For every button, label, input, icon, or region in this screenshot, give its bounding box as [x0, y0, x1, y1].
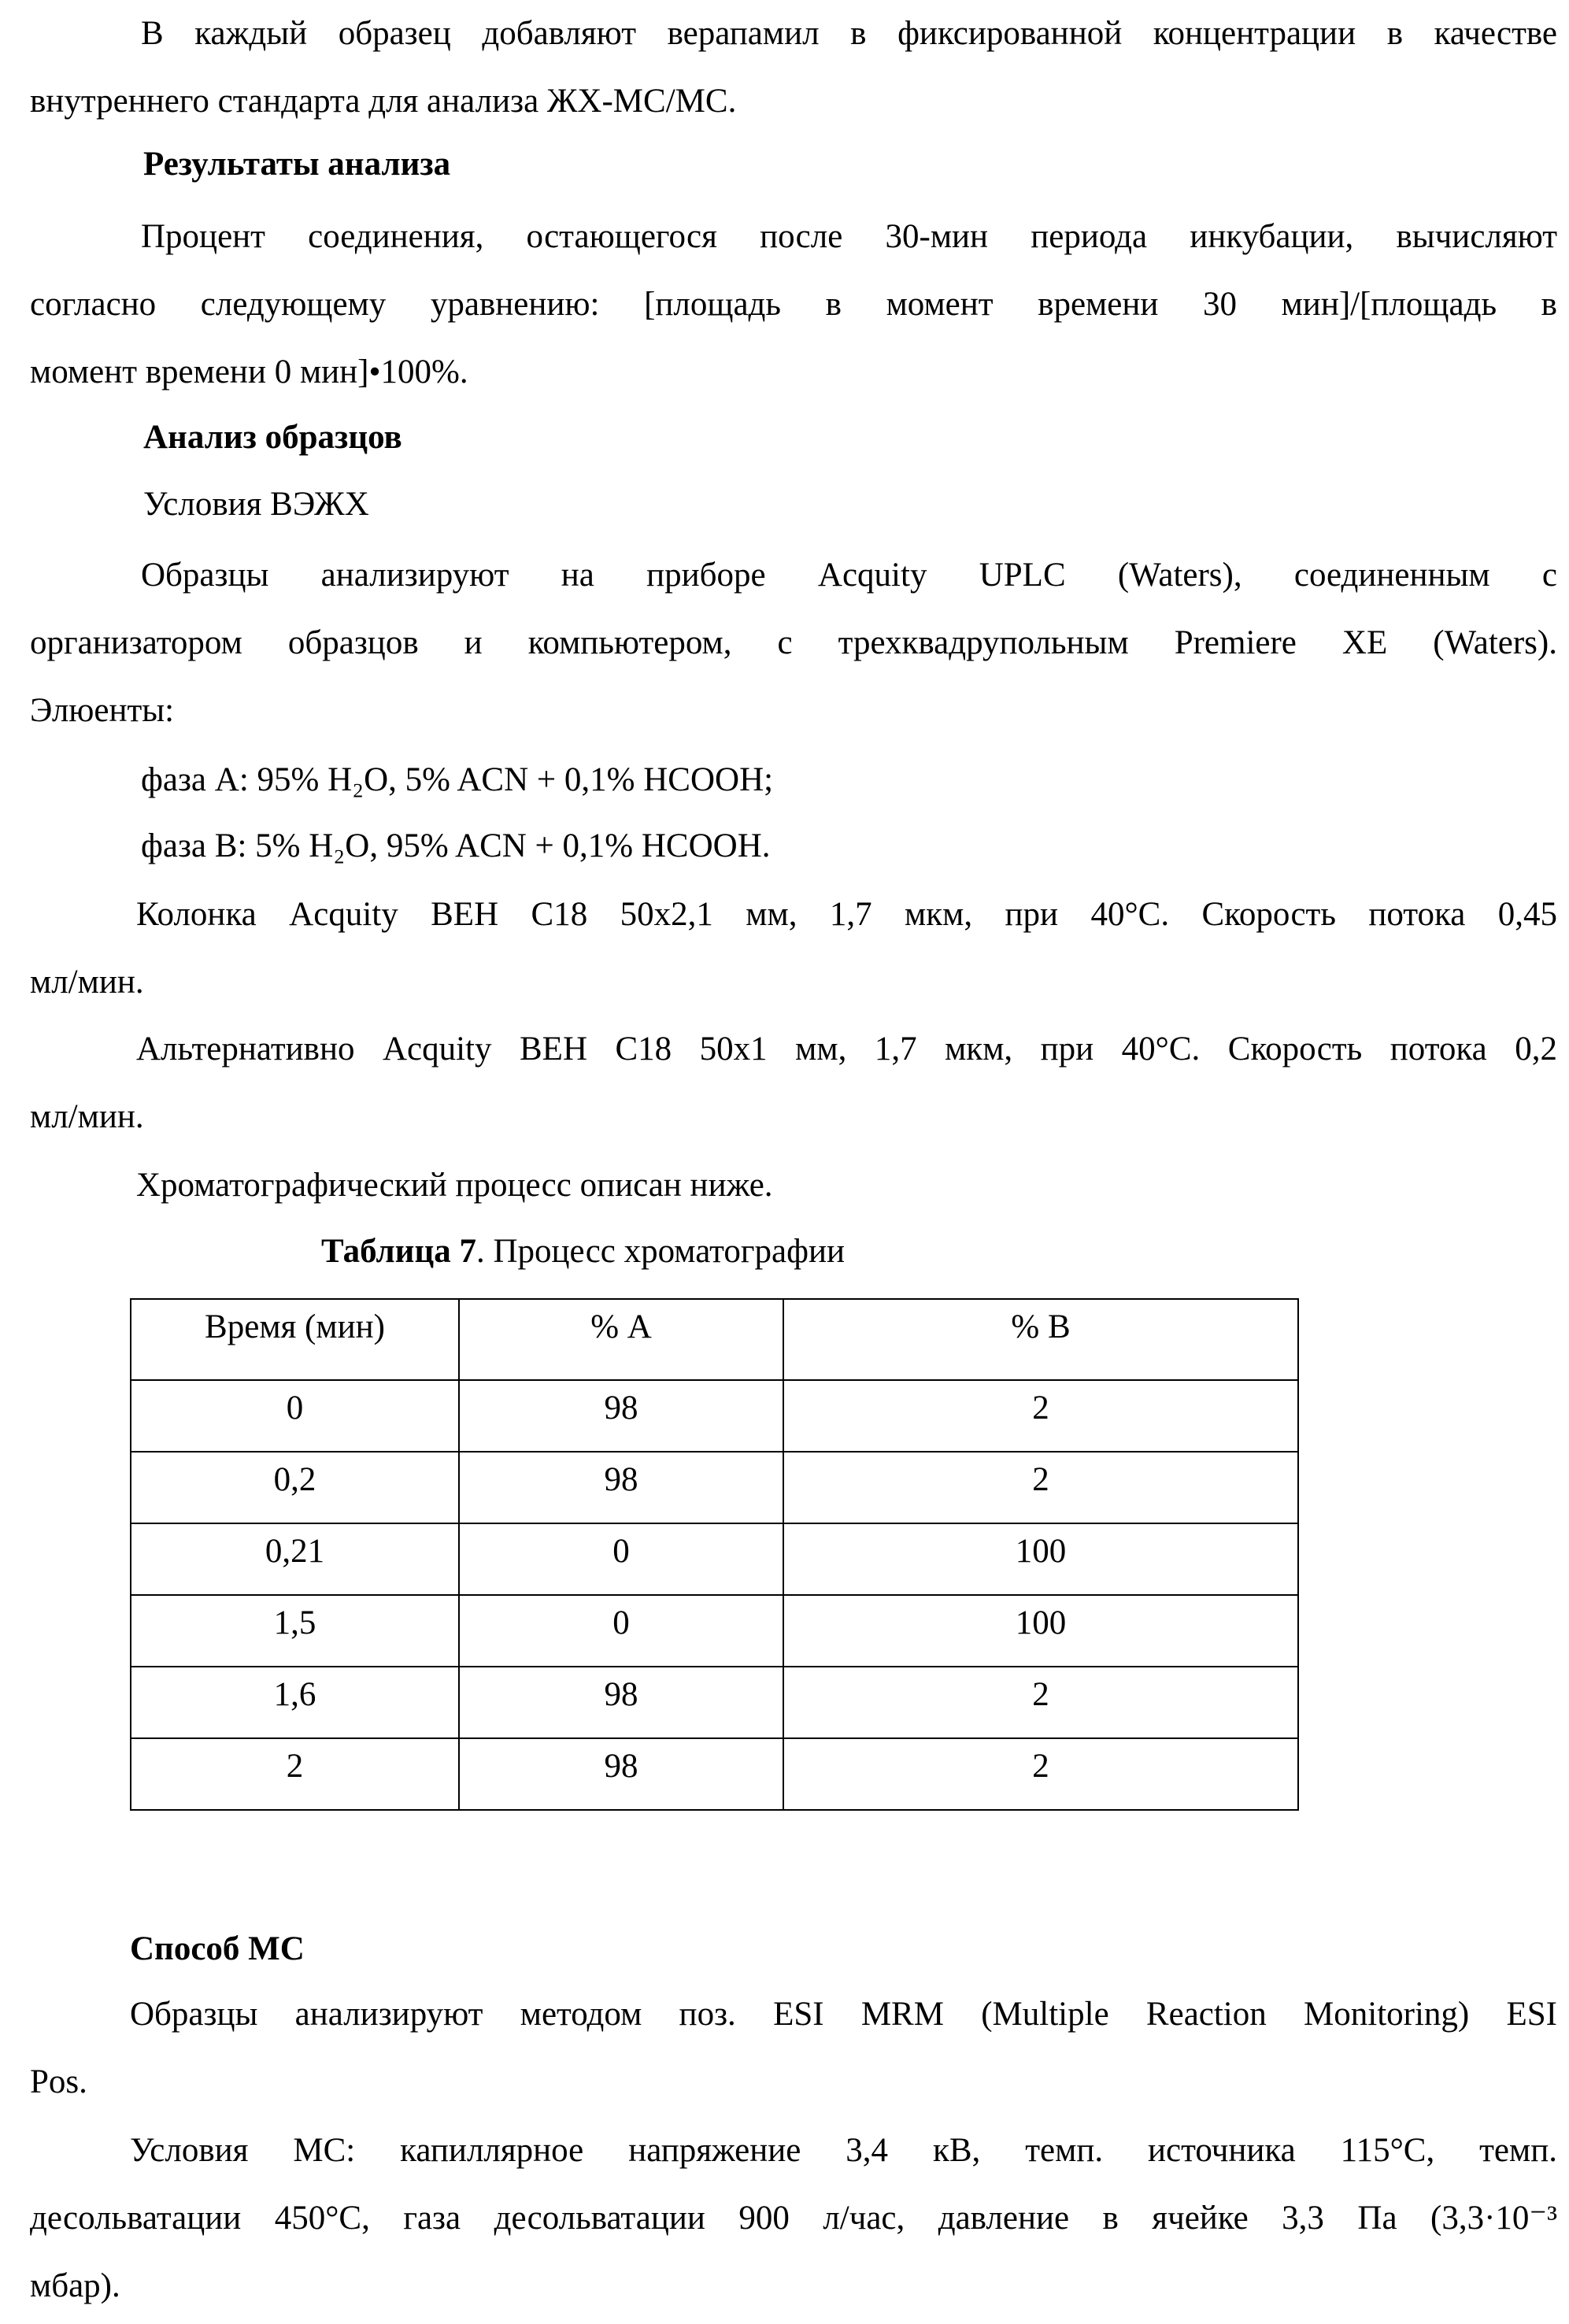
table-header-row: [131, 1299, 1298, 1380]
table-title: . Процесс хроматографии: [476, 1233, 845, 1270]
cell: 0,21: [131, 1523, 459, 1595]
paragraph-internal-standard: [30, 0, 1557, 135]
text-line: Образцы анализируют на приборе Acquity UPLC (Waters), соединенным с: [30, 542, 1557, 609]
header-percent-a: % А: [459, 1299, 783, 1380]
cell: 1,6: [131, 1667, 459, 1738]
paragraph-alternative-column: [30, 1016, 1557, 1151]
cell: 98: [459, 1667, 783, 1738]
text-line: мл/мин.: [30, 949, 1557, 1016]
text-line: Условия МС: капиллярное напряжение 3,4 кВ, темп. источника 115°C, темп.: [30, 2117, 1557, 2185]
chromatography-table: [130, 1298, 1299, 1811]
cell: 100: [783, 1523, 1298, 1595]
text-line: десольватации 450°C, газа десольватации 900 л/час, давление в ячейке 3,3 Па (3,3·10⁻³: [30, 2185, 1557, 2252]
header-time: Время (мин): [131, 1299, 459, 1380]
table-row: [131, 1523, 1298, 1595]
text-line: мл/мин.: [30, 1083, 1557, 1151]
phase-a: [30, 746, 1557, 814]
cell: 1,5: [131, 1595, 459, 1667]
cell: 2: [783, 1667, 1298, 1738]
text-line: Колонка Acquity BEH C18 50x2,1 мм, 1,7 мкм, при 40°C. Скорость потока 0,45: [30, 881, 1557, 949]
paragraph-ms-method: [30, 1981, 1557, 2116]
cell: 2: [783, 1452, 1298, 1523]
table-row: [131, 1595, 1298, 1667]
text-line: момент времени 0 мин]•100%.: [30, 339, 1557, 406]
text-line: Альтернативно Acquity BEH C18 50x1 мм, 1,7 мкм, при 40°C. Скорость потока 0,2: [30, 1016, 1557, 1083]
header-percent-b: % В: [783, 1299, 1298, 1380]
table-row: [131, 1380, 1298, 1452]
text-line: Pos.: [30, 2048, 1557, 2116]
cell: 0: [131, 1380, 459, 1452]
cell: 2: [131, 1738, 459, 1810]
table-number: Таблица 7: [321, 1233, 476, 1270]
heading-sample-analysis: Анализ образцов: [143, 404, 402, 472]
paragraph-process: [30, 1152, 1557, 1219]
cell: 98: [459, 1452, 783, 1523]
text-line: фаза А: 95% H₂O, 5% ACN + 0,1% HCOOH;: [30, 746, 1557, 814]
cell: 100: [783, 1595, 1298, 1667]
text-line: Процент соединения, остающегося после 30-мин периода инкубации, вычисляют: [30, 203, 1557, 271]
paragraph-ms-conditions: [30, 2117, 1557, 2320]
phase-b: [30, 812, 1557, 880]
text-line: В каждый образец добавляют верапамил в фиксированной концентрации в качестве: [30, 0, 1557, 68]
cell: 0: [459, 1595, 783, 1667]
table-row: [131, 1452, 1298, 1523]
paragraph-column: [30, 881, 1557, 1016]
cell: 98: [459, 1380, 783, 1452]
text-line: фаза В: 5% H₂O, 95% ACN + 0,1% HCOOH.: [30, 812, 1557, 880]
cell: 2: [783, 1738, 1298, 1810]
cell: 0: [459, 1523, 783, 1595]
text-line: Элюенты:: [30, 677, 1557, 745]
heading-results: Результаты анализа: [143, 131, 450, 198]
table-row: [131, 1667, 1298, 1738]
cell: 98: [459, 1738, 783, 1810]
subheading-hplc-conditions: Условия ВЭЖХ: [143, 471, 369, 538]
text-line: организатором образцов и компьютером, с трехквадрупольным Premiere XE (Waters).: [30, 609, 1557, 677]
table-caption: [321, 1218, 845, 1286]
cell: 0,2: [131, 1452, 459, 1523]
text-line: Хроматографический процесс описан ниже.: [30, 1152, 1557, 1219]
paragraph-instrument: [30, 542, 1557, 745]
text-line: внутреннего стандарта для анализа ЖХ-МС/МС.: [30, 68, 1557, 135]
text-line: согласно следующему уравнению: [площадь в момент времени 30 мин]/[площадь в: [30, 271, 1557, 339]
paragraph-percent-formula: [30, 203, 1557, 406]
cell: 2: [783, 1380, 1298, 1452]
text-line: мбар).: [30, 2252, 1557, 2320]
text-line: Образцы анализируют методом поз. ESI MRM (Multiple Reaction Monitoring) ESI: [30, 1981, 1557, 2048]
table-row: [131, 1738, 1298, 1810]
heading-ms-method: Способ МС: [130, 1915, 305, 1983]
